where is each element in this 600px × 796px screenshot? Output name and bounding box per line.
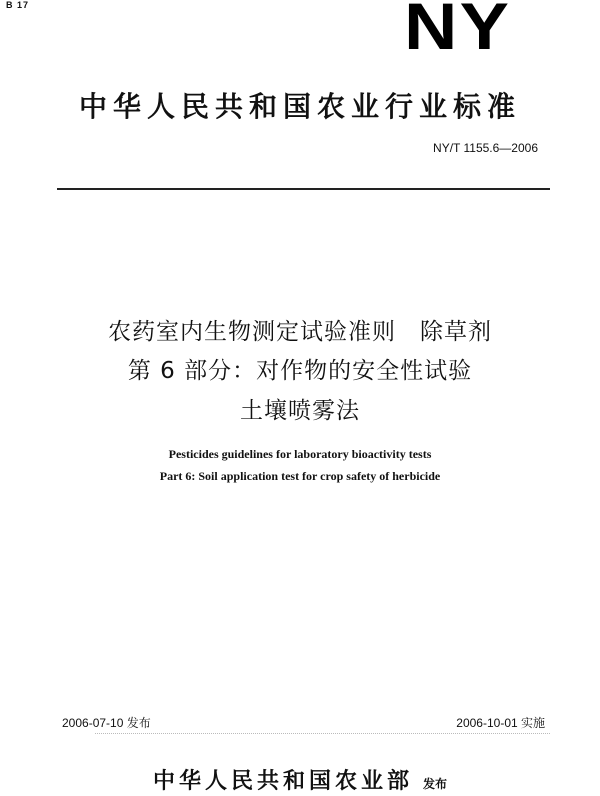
standard-type-title: 中华人民共和国农业行业标准: [78, 90, 521, 123]
issuer-suffix: 发布: [423, 777, 448, 791]
standard-number: NY/T 1155.6—2006: [433, 141, 538, 155]
implementation-date: 2006-10-01 实施: [456, 716, 545, 730]
footer-dotted-line: [95, 733, 550, 734]
english-title-line-2: Part 6: Soil application test for crop safety of herbicide: [159, 469, 441, 483]
issue-date: 2006-07-10 发布: [62, 716, 151, 730]
standard-logo: NY: [404, 0, 512, 63]
issuer-line: [0, 764, 600, 795]
chinese-title-line-1: 农药室内生物测定试验准则 除草剂: [108, 319, 492, 345]
issuer-name: 中华人民共和国农业部: [152, 769, 413, 794]
chinese-title-line-3: 土壤喷雾法: [240, 398, 360, 424]
header-divider: [57, 188, 550, 190]
ics-code: B 17: [6, 0, 30, 10]
english-title-line-1: Pesticides guidelines for laboratory bioactivity tests: [168, 447, 432, 461]
chinese-title-line-2: 第 6 部分：对作物的安全性试验: [127, 358, 473, 384]
